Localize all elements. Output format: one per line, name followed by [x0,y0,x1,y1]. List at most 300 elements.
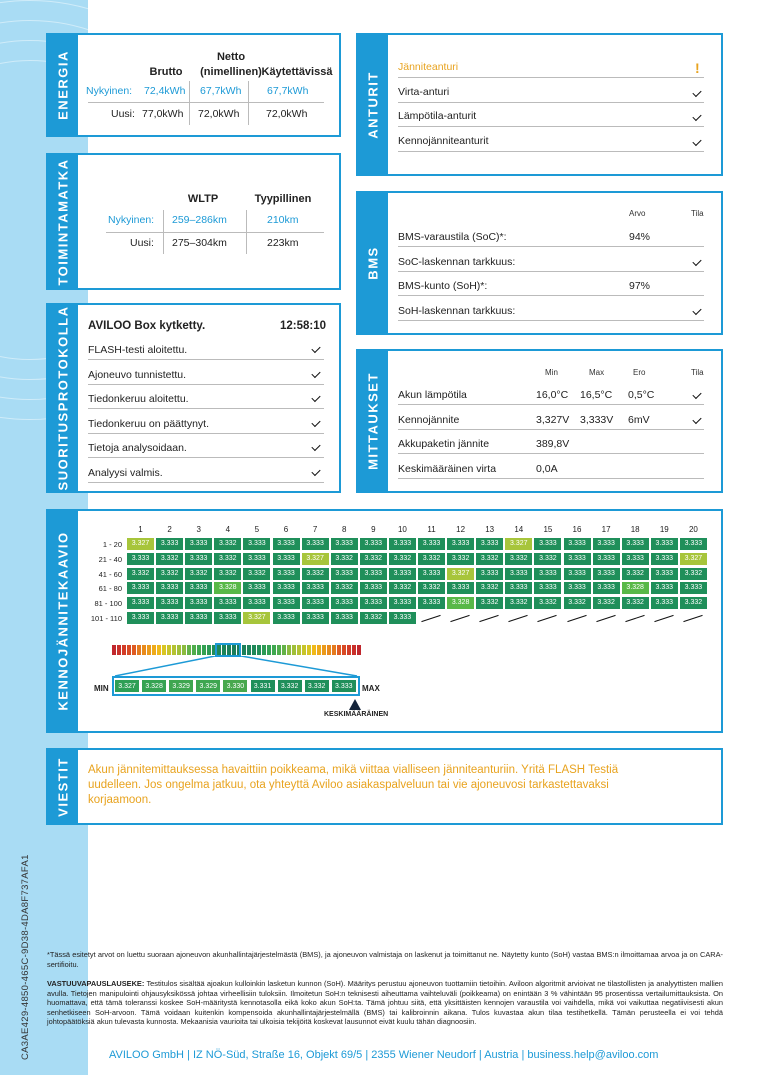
sensor-row [398,133,704,152]
cell-voltage: 3.332 [418,582,445,594]
scale-segment [127,645,131,655]
energia-kayt-now: 67,7kWh [267,85,309,97]
energia-brutto-new: 77,0kWh [142,108,184,120]
measurement-label: Akun lämpötila [398,389,467,401]
energia-label-now: Nykyinen: [86,85,133,97]
bms-row [398,302,704,321]
scale-segment [197,645,201,655]
protocol-title: AVILOO Box kytketty. [88,320,206,332]
cell-voltage: 3.332 [214,538,241,550]
cell-voltage: 3.333 [651,582,678,594]
empty-cell-slash [421,615,440,622]
cell-voltage: 3.327 [243,612,270,624]
cell-voltage: 3.332 [593,597,620,609]
bms-label: SoC-laskennan tarkkuus: [398,255,516,268]
scale-segment [137,645,141,655]
average-label: KESKIMÄÄRÄINEN [324,711,389,718]
head-netto-sub: (nimellinen) [200,66,262,78]
protocol-step-label: Ajoneuvo tunnistettu. [88,368,187,381]
cell-voltage: 3.332 [389,582,416,594]
scale-segment [247,645,251,655]
scale-segment [292,645,296,655]
cell-voltage: 3.333 [564,553,591,565]
cell-voltage: 3.333 [127,553,154,565]
cell-voltage: 3.332 [214,568,241,580]
bms-row [398,253,704,272]
cell-voltage: 3.327 [505,538,532,550]
cell-voltage: 3.333 [651,553,678,565]
cell-voltage: 3.333 [680,538,707,550]
cell-voltage: 3.333 [534,582,561,594]
cell-voltage: 3.333 [593,553,620,565]
average-marker-icon [349,699,361,710]
cell-voltage: 3.332 [505,553,532,565]
cell-voltage: 3.333 [273,597,300,609]
cell-voltage: 3.333 [243,538,270,550]
mittaukset-panel [356,349,723,493]
head-ero: Ero [633,368,646,377]
cell-voltage: 3.333 [273,582,300,594]
measurement-row [398,386,704,405]
cell-voltage: 3.333 [331,597,358,609]
cell-voltage: 3.332 [243,568,270,580]
energia-netto-new: 72,0kWh [198,108,240,120]
footer-address: AVILOO GmbH | IZ NÖ-Süd, Straße 16, Objekt 69/5 | 2355 Wiener Neudorf | Austria | business.help@aviloo.com [109,1049,659,1061]
cell-voltage: 3.333 [156,538,183,550]
measurement-min: 16,0°C [536,389,569,401]
scale-segment [267,645,271,655]
scale-segment [167,645,171,655]
cell-voltage: 3.333 [185,538,212,550]
divider [106,232,324,233]
cell-voltage: 3.333 [622,553,649,565]
cell-column-header: 12 [456,525,466,534]
legend-value: 3.331 [250,679,276,693]
legend-value: 3.328 [141,679,167,693]
cell-column-header: 18 [630,525,640,534]
energia-brutto-now: 72,4kWh [144,85,186,97]
sensor-label: Jänniteanturi [398,61,459,73]
empty-cell-slash [509,615,528,622]
cell-voltage: 3.333 [214,597,241,609]
sensor-row [398,84,704,103]
cell-column-header: 16 [572,525,582,534]
measurement-max: 16,5°C [580,389,613,401]
scale-segment [172,645,176,655]
cell-voltage: 3.333 [302,582,329,594]
cell-voltage: 3.332 [622,568,649,580]
cell-voltage: 3.333 [302,538,329,550]
cell-voltage: 3.333 [302,597,329,609]
cell-column-header: 7 [312,525,318,534]
cell-voltage: 3.333 [593,568,620,580]
scale-segment [297,645,301,655]
measurement-row [398,411,704,430]
cell-voltage: 3.332 [476,597,503,609]
cell-voltage: 3.332 [505,597,532,609]
sensor-row [398,108,704,127]
cell-voltage: 3.333 [273,553,300,565]
cell-column-header: 14 [514,525,524,534]
scale-segment [152,645,156,655]
cell-column-header: 13 [485,525,495,534]
scale-segment [322,645,326,655]
cell-voltage: 3.333 [534,568,561,580]
kaavio-panel [46,509,723,733]
range-typ-now: 210km [267,214,299,226]
scale-segment [272,645,276,655]
cell-column-header: 8 [341,525,347,534]
mittaukset-tab: MITTAUKSET [358,351,388,491]
cell-column-header: 20 [688,525,698,534]
cell-row-label: 101 - 110 [90,614,122,623]
legend-value: 3.329 [168,679,194,693]
bms-value: 97% [629,280,651,293]
anturit-panel [356,33,723,176]
cell-column-header: 2 [167,525,172,534]
scale-segment [352,645,356,655]
cell-voltage: 3.333 [185,553,212,565]
range-label-now: Nykyinen: [108,214,155,226]
cell-voltage: 3.327 [447,568,474,580]
measurement-ero: 0,5°C [628,389,655,401]
cell-voltage: 3.333 [447,582,474,594]
bms-row [398,277,704,296]
cell-voltage: 3.333 [534,538,561,550]
cell-column-header: 4 [225,525,231,534]
disclaimer-title: VASTUUVAPAUSLAUSEKE: [47,979,145,988]
head-tila: Tila [691,209,704,218]
protocol-step-label: Tietoja analysoidaan. [88,442,187,455]
viestit-panel [46,748,723,825]
scale-segment [162,645,166,655]
cell-voltage: 3.333 [273,568,300,580]
range-label-new: Uusi: [130,237,154,249]
cell-voltage: 3.333 [564,568,591,580]
cell-voltage: 3.332 [214,553,241,565]
measurement-row [398,435,704,454]
bms-row [398,228,704,247]
legend-min-label: MIN [94,684,109,693]
cell-voltage: 3.327 [127,538,154,550]
suoritus-panel [46,303,341,493]
message-text: Akun jännitemittauksessa havaittiin poikkeama, mikä viittaa vialliseen jänniteanturiin. Yritä FLASH Testiä uudelleen. Jos ongelma jatkuu, ota yhteyttä Aviloo asiakaspalveluun tai vie ajoneuvosi tarkastettavaksi korjaamoon. [88,764,619,806]
disclaimer [47,979,723,1027]
cell-voltage: 3.333 [360,538,387,550]
cell-voltage: 3.332 [127,568,154,580]
cell-voltage: 3.332 [534,553,561,565]
cell-voltage: 3.333 [331,538,358,550]
cell-column-header: 1 [138,525,143,534]
scale-segment [342,645,346,655]
cell-voltage: 3.328 [622,582,649,594]
cell-voltage: 3.333 [127,612,154,624]
cell-row-label: 81 - 100 [94,599,122,609]
empty-cell-slash [625,615,644,622]
cell-voltage: 3.333 [214,612,241,624]
suoritus-tab: SUORITUSPROTOKOLLA [48,305,78,491]
energia-label-new: Uusi: [111,108,135,120]
cell-row-label: 61 - 80 [98,584,122,594]
scale-segment [122,645,126,655]
cell-voltage: 3.333 [564,582,591,594]
disclaimer-text: Testitulos sisältää ajoakun kulloinkin lasketun kunnon (SoH). Määritys perustuu ajoneuvon tuottamiin tietoihin. Aviloon algoritmit arvioivat ne tilastollisten ja analyyttisten mallien avulla. Tietojen manipulointi ohjausyksikössä johtaa virheellisiin tuloksiin. Ilmoitetun SoH:n teknisesti aiheuttama vaihteluväli (poikkeama) on enintään 3 % vähintään 95 prosentissa vertailumittauksista. On huomattava, että tämä toleranssi koskee SoH-määritystä kennotasolla eikä koko akun SoH:ta. Tämä johtuu siitä, että yksittäisten kennojen varaustila voi vaihdella, mikä voi vaikuttaa negatiivisesti akun senhetkiseen SoH-arvoon. Tämä voidaan kuitenkin kompensoida akunhallintajärjestelmällä (BMS) tai kalibroinnin aikana. Tulos kuvastaa akun tilaa testihetkellä. Tämän perusteella ei voi tehdä johtopäätöksiä akun tulevasta kunnosta. Mekaanisia vaurioita tai ulkoisia tekijöitä koskevat lausunnot eivät kuulu tähän diagnoosiin. [47,979,723,1027]
scale-segment [282,645,286,655]
empty-cell-slash [683,615,702,622]
measurement-max: 3,333V [580,413,614,426]
cell-voltage: 3.332 [156,568,183,580]
cell-voltage: 3.332 [185,568,212,580]
cell-voltage: 3.333 [185,612,212,624]
cell-voltage: 3.333 [505,568,532,580]
cell-voltage: 3.328 [214,582,241,594]
cell-voltage: 3.333 [505,582,532,594]
cell-voltage: 3.332 [476,582,503,594]
cell-voltage: 3.333 [564,538,591,550]
scale-segment [257,645,261,655]
cell-column-header: 6 [283,525,289,534]
cell-voltage: 3.333 [243,553,270,565]
protocol-step [88,341,324,360]
legend-value: 3.330 [222,679,248,693]
head-max: Max [589,368,605,377]
cell-voltage: 3.333 [389,538,416,550]
divider [163,210,164,254]
bms-value: 94% [629,231,651,243]
scale-segment [157,645,161,655]
kaavio-tab: KENNOJÄNNITEKAAVIO [48,511,78,731]
toimintamatka-tab: TOIMINTAMATKA [48,155,78,288]
cell-voltage: 3.333 [273,538,300,550]
range-wltp-now: 259–286km [172,214,227,226]
cell-voltage: 3.332 [534,597,561,609]
divider [189,81,190,125]
energia-kayt-new: 72,0kWh [266,108,308,120]
range-typ-new: 223km [267,237,299,249]
cell-voltage: 3.333 [360,568,387,580]
cell-voltage: 3.333 [651,568,678,580]
legend-value: 3.333 [331,679,357,693]
scale-segment [327,645,331,655]
measurement-label: Kennojännite [398,413,460,426]
cell-voltage: 3.332 [564,597,591,609]
legend-max-label: MAX [362,684,380,693]
scale-segment [187,645,191,655]
cell-voltage: 3.333 [418,568,445,580]
cell-voltage: 3.333 [156,597,183,609]
cell-row-label: 41 - 60 [98,569,122,579]
bms-panel [356,191,723,335]
cell-voltage: 3.333 [680,582,707,594]
cell-voltage: 3.332 [156,553,183,565]
protocol-step [88,366,324,385]
scale-segment [202,645,206,655]
cell-voltage: 3.333 [593,582,620,594]
cell-voltage: 3.333 [243,597,270,609]
scale-segment [312,645,316,655]
sensor-label: Virta-anturi [398,85,450,98]
cell-voltage: 3.332 [680,568,707,580]
scale-segment [177,645,181,655]
scale-segment [332,645,336,655]
divider [246,210,247,254]
cell-column-header: 19 [659,525,669,534]
head-arvo: Arvo [629,209,646,218]
measurement-min: 389,8V [536,438,570,451]
cell-voltage: 3.333 [389,597,416,609]
cell-voltage: 3.333 [360,582,387,594]
cell-voltage: 3.333 [389,568,416,580]
cell-voltage: 3.332 [447,553,474,565]
cell-voltage: 3.332 [622,597,649,609]
protocol-step-label: FLASH-testi aloitettu. [88,344,188,356]
scale-segment [192,645,196,655]
scale-segment [132,645,136,655]
viestit-tab: VIESTIT [48,750,78,823]
protocol-step-label: Tiedonkeruu on päättynyt. [88,417,210,430]
cell-voltage: 3.328 [447,597,474,609]
measurement-ero: 6mV [628,413,650,426]
scale-segment [117,645,121,655]
divider [248,81,249,125]
cell-voltage: 3.333 [651,597,678,609]
head-wltp: WLTP [187,193,219,205]
scale-segment [252,645,256,655]
cell-voltage: 3.333 [476,538,503,550]
cell-voltage: 3.333 [360,597,387,609]
toimintamatka-panel [46,153,341,290]
cell-voltage: 3.332 [680,597,707,609]
cell-voltage: 3.333 [243,582,270,594]
protocol-step-label: Analyysi valmis. [88,467,163,479]
cell-column-header: 5 [254,525,260,534]
legend-value: 3.332 [304,679,330,693]
scale-segment [337,645,341,655]
bms-tab: BMS [358,193,388,333]
scale-segment [277,645,281,655]
cell-voltage: 3.333 [156,612,183,624]
protocol-step-label: Tiedonkeruu aloitettu. [88,393,189,406]
cell-voltage: 3.333 [418,597,445,609]
cell-column-header: 11 [427,525,436,534]
cell-column-header: 3 [196,525,201,534]
cell-column-header: 9 [371,525,376,534]
scale-segment [302,645,306,655]
bms-label: BMS-kunto (SoH)*: [398,280,488,293]
cell-row-label: 1 - 20 [102,540,122,549]
head-tila: Tila [691,368,704,377]
energia-panel [46,33,341,137]
cell-voltage: 3.333 [127,597,154,609]
cell-voltage: 3.333 [651,538,678,550]
protocol-step [88,464,324,483]
cell-voltage: 3.332 [389,553,416,565]
measurement-min: 0,0A [536,462,558,475]
protocol-step [88,415,324,434]
scale-segment [317,645,321,655]
sensor-row [398,59,704,78]
measurement-label: Keskimääräinen virta [398,462,497,475]
measurement-min: 3,327V [536,413,570,426]
scale-highlight [215,643,241,657]
scale-segment [347,645,351,655]
cell-row-label: 21 - 40 [98,554,122,564]
cell-column-header: 10 [397,525,407,534]
head-brutto: Brutto [149,66,183,78]
cell-voltage: 3.333 [622,538,649,550]
cell-voltage: 3.333 [185,597,212,609]
cell-voltage: 3.333 [447,538,474,550]
cell-voltage: 3.332 [360,553,387,565]
cell-voltage: 3.332 [360,612,387,624]
cell-voltage: 3.327 [680,553,707,565]
range-wltp-new: 275–304km [172,237,227,249]
empty-cell-slash [538,615,557,622]
empty-cell-slash [480,615,499,622]
cell-voltage: 3.332 [331,553,358,565]
scale-segment [287,645,291,655]
empty-cell-slash [596,615,615,622]
protocol-step [88,390,324,409]
cell-voltage: 3.333 [331,612,358,624]
legend-value: 3.332 [277,679,303,693]
legend-value: 3.329 [195,679,221,693]
cell-voltage: 3.332 [302,568,329,580]
cell-voltage: 3.332 [331,582,358,594]
cell-voltage: 3.332 [418,553,445,565]
cell-column-header: 17 [601,525,611,534]
empty-cell-slash [450,615,469,622]
scale-segment [142,645,146,655]
bms-label: BMS-varaustila (SoC)*: [398,231,507,243]
divider [88,102,324,103]
sensor-label: Kennojänniteanturit [398,134,489,147]
cell-voltage: 3.333 [127,582,154,594]
cell-voltage: 3.333 [331,568,358,580]
cell-voltage: 3.327 [302,553,329,565]
sensor-label: Lämpötila-anturit [398,110,477,123]
cell-voltage: 3.333 [476,568,503,580]
cell-voltage: 3.333 [156,582,183,594]
empty-cell-slash [654,615,673,622]
legend-value: 3.327 [114,679,140,693]
scale-segment [182,645,186,655]
head-kaytettavissa: Käytettävissä [261,66,333,78]
measurement-row [398,460,704,479]
cell-voltage: 3.333 [418,538,445,550]
footnote: *Tässä esitetyt arvot on luettu suoraan ajoneuvon akunhallintajärjestelmästä (BMS), ja ajoneuvon valmistaja on laskenut ja toimittanut ne. Näytetty kunto (SoH) vastaa BMS:n ilmoittamaa arvoa ja on CARA-sertifioitu. [47,950,723,969]
cell-column-header: 15 [543,525,553,534]
energia-netto-now: 67,7kWh [200,85,242,97]
warning-icon: ! [695,60,700,76]
scale-segment [207,645,211,655]
scale-segment [262,645,266,655]
energia-tab: ENERGIA [48,35,78,135]
measurement-label: Akkupaketin jännite [398,438,490,451]
cell-voltage: 3.332 [476,553,503,565]
cell-voltage: 3.333 [302,612,329,624]
cell-voltage: 3.333 [273,612,300,624]
protocol-step [88,439,324,458]
cell-voltage: 3.333 [593,538,620,550]
scale-segment [357,645,361,655]
bms-label: SoH-laskennan tarkkuus: [398,304,516,317]
head-min: Min [545,368,558,377]
protocol-time: 12:58:10 [280,320,327,332]
scale-segment [147,645,151,655]
anturit-tab: ANTURIT [358,35,388,174]
cell-voltage: 3.333 [185,582,212,594]
